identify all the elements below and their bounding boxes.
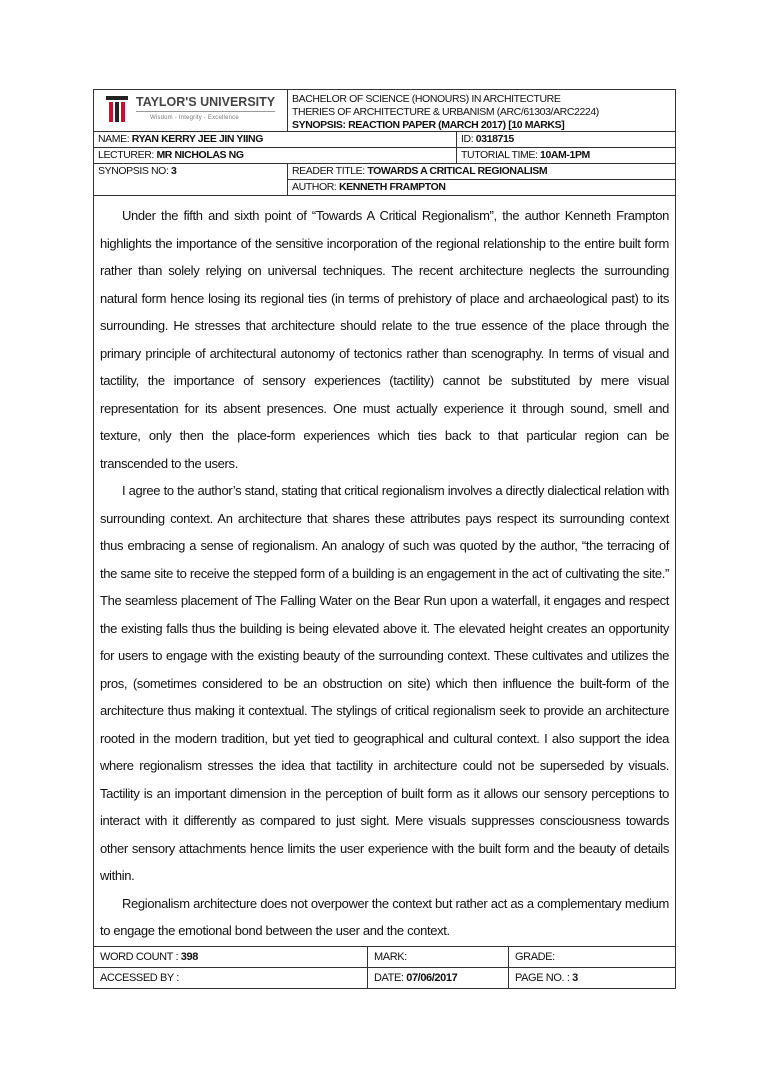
header-row	[94, 90, 675, 132]
mark: MARK:	[367, 947, 508, 967]
university-crest-icon	[106, 96, 128, 122]
tutorial-time: TUTORIAL TIME: 10AM-1PM	[456, 148, 675, 163]
assignment: SYNOPSIS: REACTION PAPER (MARCH 2017) [10 MARKS]	[292, 119, 565, 131]
university-logo	[94, 90, 287, 131]
synopsis-number: SYNOPSIS NO: 3	[98, 165, 177, 177]
reader-row	[94, 164, 675, 196]
page-number: PAGE NO. : 3	[508, 968, 675, 988]
grade: GRADE:	[508, 947, 675, 967]
logo-name: TAYLOR'S UNIVERSITY	[136, 95, 276, 109]
paragraph: Under the fifth and sixth point of “Towards A Critical Regionalism”, the author Kenneth Frampton highlights the importance of the sensitive incorporation of the regional relationship to the entire built form rather than solely relying on universal techniques. The recent architecture neglects the surrounding natural form hence losing its regional ties (in terms of prehistory of place and archaeological past) to its surrounding. He stresses that architecture should relate to the true essence of the place through the primary principle of architectural autonomy of tectonics rather than scenography. In terms of visual and tactility, the importance of sensory experiences (tactility) cannot be substituted by mere visual representation for its absent presences. One must actually experience it through sound, smell and texture, only then the place-form experiences which ties back to that particular region can be transcended to the users.	[100, 208, 669, 471]
footer-row-2	[94, 968, 675, 988]
logo-tagline: Wisdom - Integrity - Excellence	[150, 115, 239, 121]
student-id: ID: 0318715	[456, 132, 675, 147]
module: THERIES OF ARCHITECTURE & URBANISM (ARC/61303/ARC2224)	[292, 106, 599, 118]
name-row	[94, 132, 675, 148]
lecturer: LECTURER: MR NICHOLAS NG	[98, 149, 244, 161]
date: DATE: 07/06/2017	[367, 968, 508, 988]
word-count: WORD COUNT : 398	[100, 951, 198, 963]
synopsis-document	[93, 89, 676, 989]
course-info	[287, 90, 675, 131]
synopsis-body	[94, 196, 675, 947]
paragraph: I agree to the author’s stand, stating that critical regionalism involves a directly dialectical relation with surrounding context. An architecture that shares these attributes pays respect its surrounding context thus embracing a sense of regionalism. An analogy of such was quoted by the author, “the terracing of the same site to receive the stepped form of a building is an engagement in the act of cultivating the site.” The seamless placement of The Falling Water on the Bear Run upon a waterfall, it engages and respect the existing falls thus the building is being elevated above it. The elevated height creates an opportunity for users to engage with the existing beauty of the surrounding context. These cultivates and utilizes the pros, (sometimes considered to be an obstruction on site) which then influence the built-form of the architecture thus making it contextual. The stylings of critical regionalism seek to provide an architecture rooted in the modern tradition, but yet tied to geographical and cultural context. I also support the idea where regionalism stresses the idea that tactility in architecture could not be superseded by visuals. Tactility is an important dimension in the perception of built form as it allows our sensory perceptions to interact with it differently as compared to just sight. Mere visuals suppresses consciousness towards other sensory attachments hence limits the user experience with the built form and the beauty of details within.	[100, 483, 669, 883]
author: AUTHOR: KENNETH FRAMPTON	[292, 181, 446, 193]
footer-row-1	[94, 947, 675, 968]
programme: BACHELOR OF SCIENCE (HONOURS) IN ARCHITECTURE	[292, 93, 561, 105]
student-name: NAME: RYAN KERRY JEE JIN YIING	[98, 133, 264, 145]
lecturer-row	[94, 148, 675, 164]
accessed-by: ACCESSED BY :	[100, 972, 179, 984]
reader-title: READER TITLE: TOWARDS A CRITICAL REGIONALISM	[288, 164, 675, 180]
paragraph: Regionalism architecture does not overpower the context but rather act as a complementary medium to engage the emotional bond between the user and the context.	[100, 895, 669, 938]
